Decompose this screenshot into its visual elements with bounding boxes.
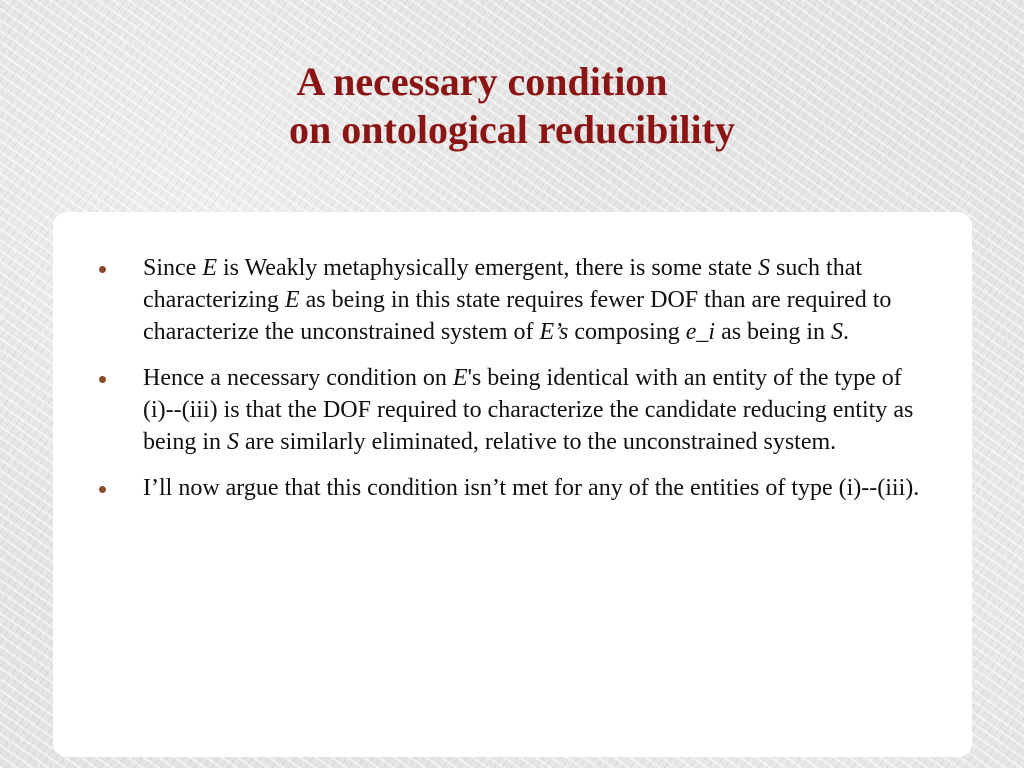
bullet-text: I’ll now argue that this condition isn’t met for any of the entities of type (i)--(iii). xyxy=(143,475,920,501)
bullet-list xyxy=(97,252,927,518)
content-panel xyxy=(53,212,972,757)
bullet-item xyxy=(97,472,927,504)
slide-title-line-1: A necessary condition xyxy=(296,59,668,104)
bullet-item xyxy=(97,252,927,348)
slide-title-line-2: on ontological reducibility xyxy=(289,107,735,152)
bullet-point-icon xyxy=(99,376,106,383)
bullet-point-icon xyxy=(99,486,106,493)
bullet-item xyxy=(97,362,927,458)
bullet-text: Hence a necessary condition on E's being identical with an entity of the type of (i)--(iii) is that the DOF required to characterize the candidate reducing entity as being in S are similarly eliminated, relative to the unconstrained system. xyxy=(143,365,914,455)
slide-title xyxy=(0,58,1024,154)
bullet-point-icon xyxy=(99,266,106,273)
bullet-text: Since E is Weakly metaphysically emergent, there is some state S such that characterizing E as being in this state requires fewer DOF than are required to characterize the unconstrained system of E’s composing e_i as being in S. xyxy=(143,255,892,345)
